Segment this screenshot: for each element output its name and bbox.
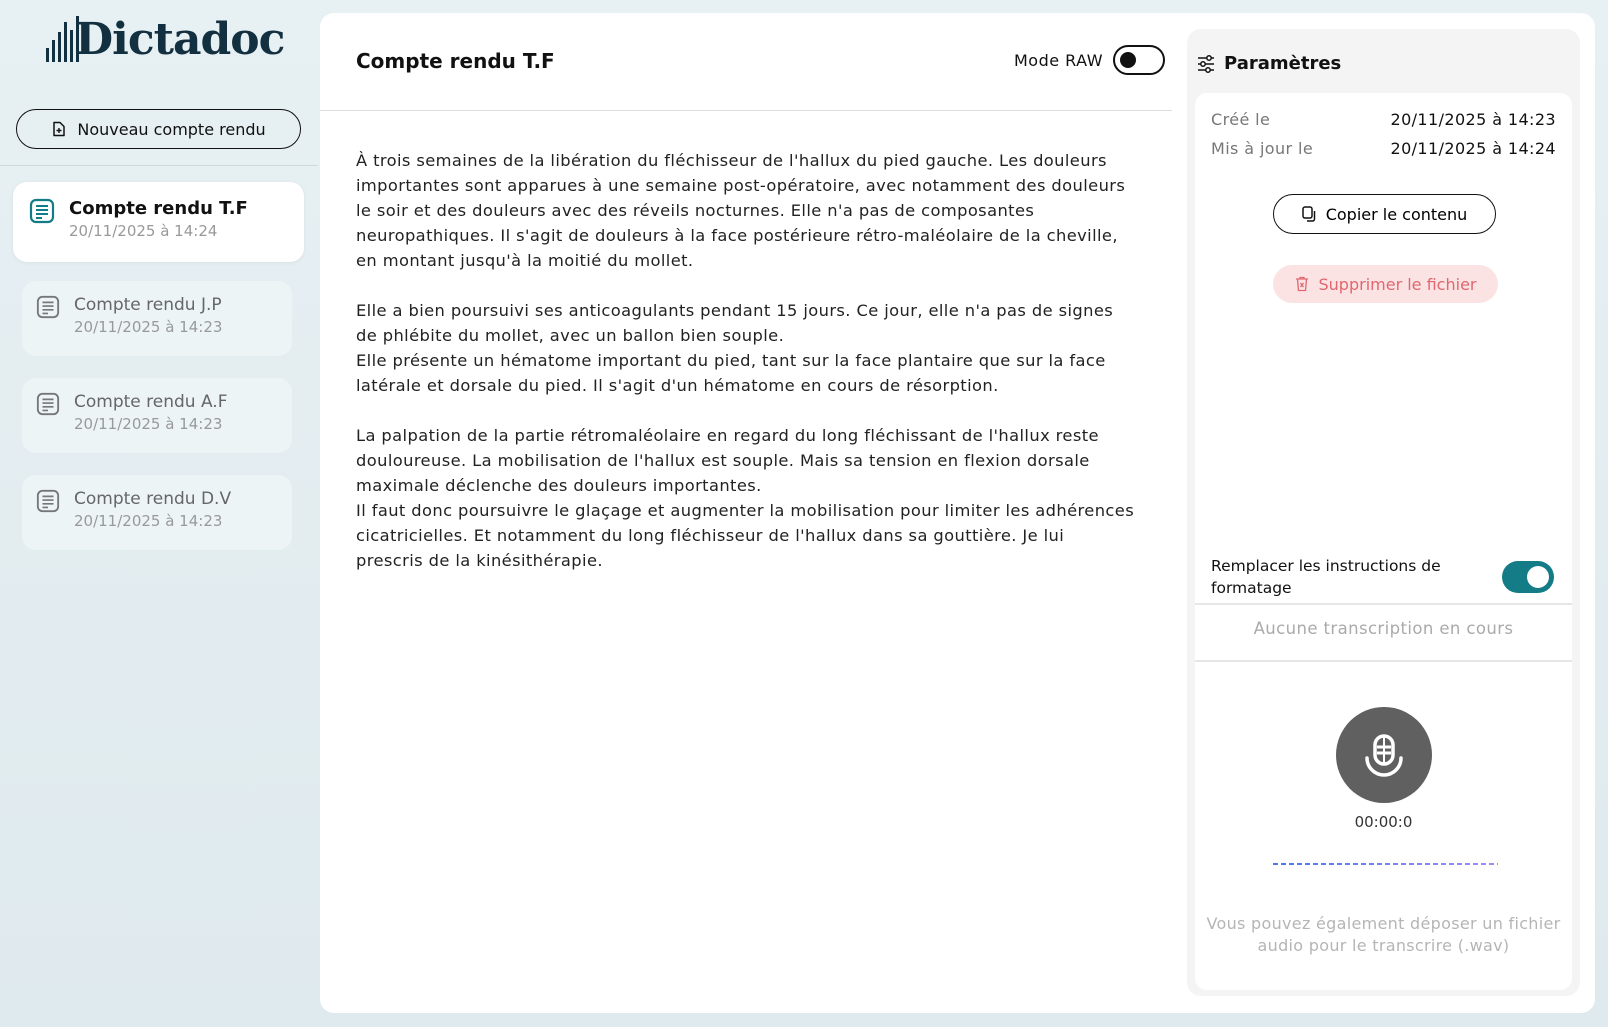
new-report-button[interactable] xyxy=(16,109,301,149)
logo-text: Dictadoc xyxy=(75,14,285,65)
document-icon xyxy=(36,392,60,416)
created-label: Créé le xyxy=(1211,110,1271,129)
delete-label: Supprimer le fichier xyxy=(1318,274,1477,294)
report-title: Compte rendu D.V xyxy=(74,489,232,509)
report-list-item[interactable] xyxy=(22,281,292,356)
copy-icon xyxy=(1302,206,1316,222)
created-row xyxy=(1211,110,1556,129)
logo xyxy=(46,12,285,65)
report-date: 20/11/2025 à 14:23 xyxy=(74,318,223,336)
replace-formatting-toggle[interactable] xyxy=(1502,561,1554,593)
updated-value: 20/11/2025 à 14:24 xyxy=(1390,139,1556,158)
report-editor xyxy=(320,13,1595,1013)
report-list-item-active[interactable] xyxy=(13,182,304,262)
document-icon xyxy=(36,489,60,513)
microphone-icon xyxy=(1359,730,1409,780)
settings-panel xyxy=(1187,29,1580,996)
raw-mode-toggle[interactable] xyxy=(1113,45,1165,75)
replace-formatting-label: Remplacer les instructions de formatage xyxy=(1211,557,1441,597)
paragraph: Elle a bien poursuivi ses anticoagulants pendant 15 jours. Ce jour, elle n'a pas de signes de phlébite du mollet, avec un ballon bien souple. Elle présente un hématome important du pied, tant sur la face plantaire que sur la face latérale et dorsale du pied. Il s'agit d'un hématome en cours de résorption. xyxy=(356,301,1114,395)
new-report-label: Nouveau compte rendu xyxy=(77,119,266,139)
report-content[interactable] xyxy=(356,148,1136,598)
copy-label: Copier le contenu xyxy=(1325,204,1468,224)
report-date: 20/11/2025 à 14:23 xyxy=(74,512,223,530)
raw-mode-control xyxy=(1014,45,1165,75)
settings-header xyxy=(1196,53,1341,74)
report-title-heading: Compte rendu T.F xyxy=(356,49,555,73)
sliders-icon xyxy=(1196,54,1216,74)
report-title: Compte rendu T.F xyxy=(69,198,248,219)
paragraph: La palpation de la partie rétromaléolaire en regard du long fléchissant de l'hallux reste douloureuse. La mobilisation de l'hallux est souple. Mais sa tension en flexion dorsale maximale déclenche des douleurs importantes. Il faut donc poursuivre le glaçage et augmenter la mobilisation pour limiter les adhérences cicatricielles. Et notamment du long fléchisseur de l'hallux dans sa gouttière. Je lui prescris de la kinésithérapie. xyxy=(356,426,1135,570)
report-list-item[interactable] xyxy=(22,475,292,550)
sidebar-divider xyxy=(0,165,318,166)
divider xyxy=(1195,660,1572,662)
paragraph: À trois semaines de la libération du fléchisseur de l'hallux du pied gauche. Les douleurs importantes sont apparues à une semaine post-opératoire, avec notamment des douleurs le soir et des douleurs avec des réveils nocturnes. Elle n'a pas de composantes neuropathiques. Il s'agit de douleurs à la face postérieure rétro-maléolaire de la cheville, en montant jusqu'à la moitié du mollet. xyxy=(356,151,1126,270)
drop-audio-hint[interactable]: Vous pouvez également déposer un fichier audio pour le transcrire (.wav) xyxy=(1206,914,1561,955)
header-divider xyxy=(320,110,1172,111)
divider xyxy=(1195,603,1572,605)
record-button[interactable] xyxy=(1336,707,1432,803)
updated-label: Mis à jour le xyxy=(1211,139,1314,158)
recording-timer: 00:00:0 xyxy=(1354,813,1413,831)
document-icon xyxy=(36,295,60,319)
transcription-status: Aucune transcription en cours xyxy=(1253,619,1514,638)
delete-file-button[interactable] xyxy=(1273,265,1498,303)
audio-waveform xyxy=(1273,863,1498,865)
document-icon xyxy=(29,198,55,224)
file-plus-icon xyxy=(51,121,67,137)
updated-row xyxy=(1211,139,1556,158)
report-list-item[interactable] xyxy=(22,378,292,453)
report-date: 20/11/2025 à 14:24 xyxy=(69,222,218,240)
created-value: 20/11/2025 à 14:23 xyxy=(1390,110,1556,129)
report-date: 20/11/2025 à 14:23 xyxy=(74,415,223,433)
trash-icon xyxy=(1295,276,1309,292)
report-title: Compte rendu J.P xyxy=(74,295,222,315)
settings-title: Paramètres xyxy=(1224,53,1342,74)
settings-card xyxy=(1195,93,1572,990)
report-title: Compte rendu A.F xyxy=(74,392,228,412)
copy-content-button[interactable] xyxy=(1273,194,1496,234)
raw-mode-label: Mode RAW xyxy=(1014,50,1104,70)
